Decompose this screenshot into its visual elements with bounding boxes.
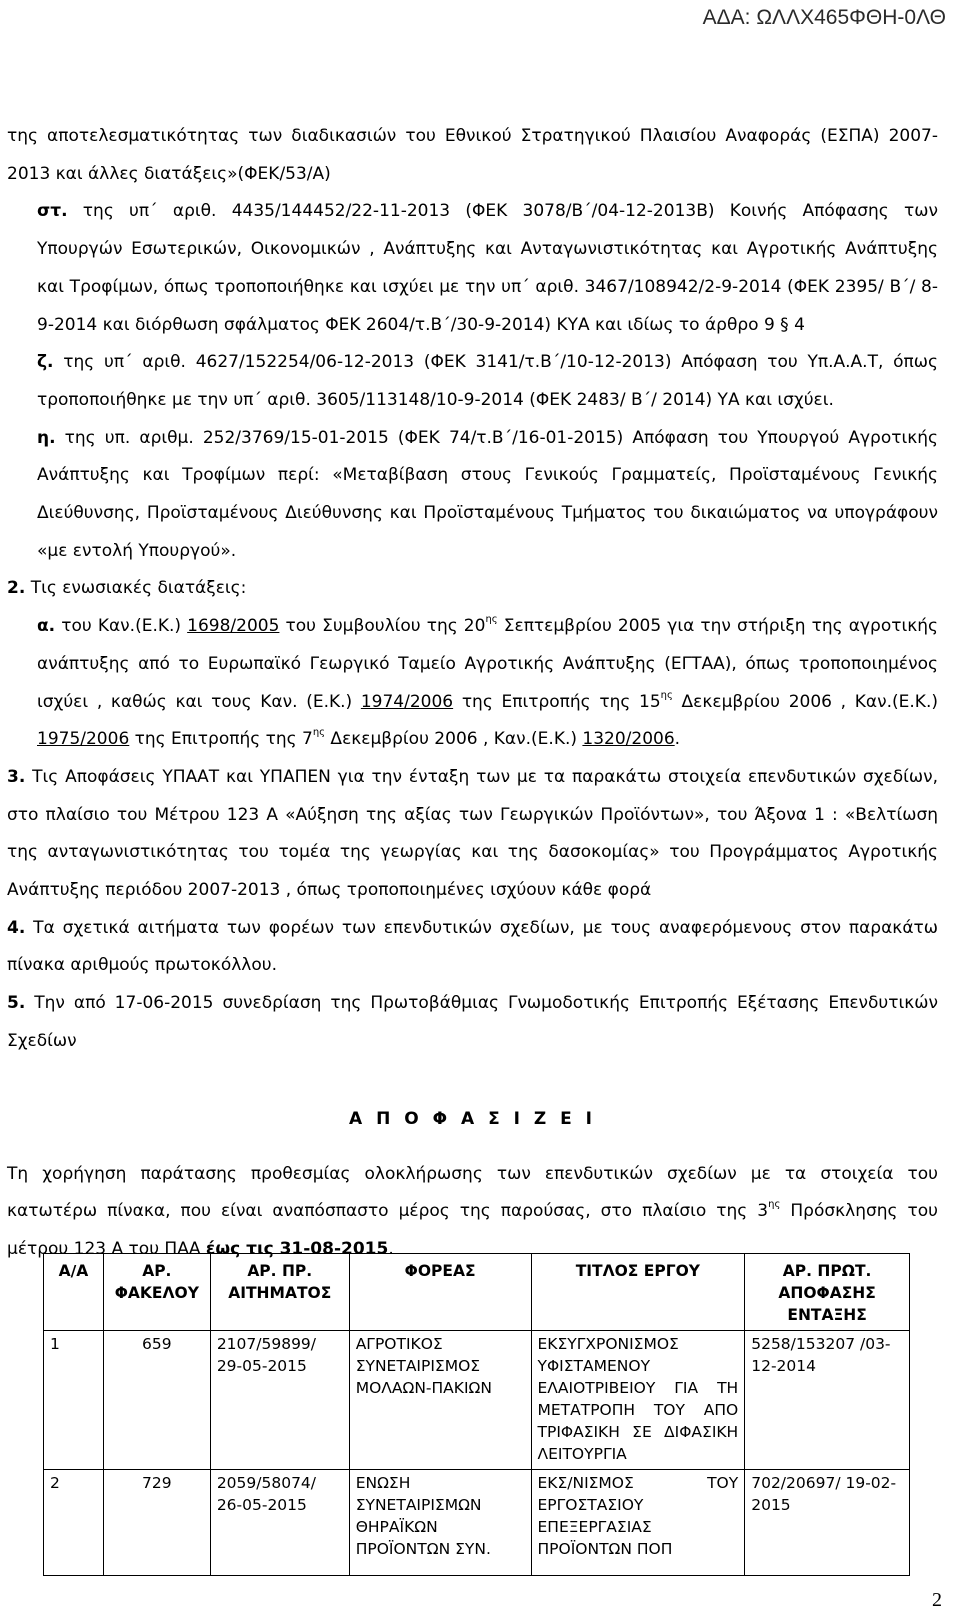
table-cell: 5258/153207 /03-12-2014 xyxy=(745,1331,910,1470)
item-a: α. του Καν.(Ε.Κ.) 1698/2005 του Συμβουλίου της $20^{\eta\varsigma}$ Σεπτεμβρίου 2005 για την στήριξη της αγροτικής ανάπτυξης από το Ευρωπαϊκό Γεωργικό Ταμείο Αγροτικής Ανάπτυξης (ΕΓΤΑΑ), όπως τροποποιημένος ισχύει , καθώς και τους Καν. (Ε.Κ.) 1974/2006 της Επιτροπής της $15^{\eta\varsigma}$ Δεκεμβρίου 2006 , Καν.(Ε.Κ.) 1975/2006 της Επιτροπής της $7^{\eta\varsigma}$ Δεκεμβρίου 2006 , Καν.(Ε.Κ.) 1320/2006. xyxy=(37,614,938,750)
item-label: 3. xyxy=(7,766,26,787)
projects-table xyxy=(43,1253,910,1576)
table-cell: ΑΓΡΟΤΙΚΟΣ ΣΥΝΕΤΑΙΡΙΣΜΟΣ ΜΟΛΑΩΝ-ΠΑΚΙΩΝ xyxy=(349,1331,531,1470)
table-header-row xyxy=(44,1254,910,1331)
paragraph-espa: της αποτελεσματικότητας των διαδικασιών του Εθνικού Στρατηγικού Πλαισίου Αναφοράς (ΕΣΠΑ) 2007-2013 και άλλες διατάξεις»(ΦΕΚ/53/Α) xyxy=(7,126,938,184)
item-3: 3. Τις Αποφάσεις ΥΠΑΑΤ και ΥΠΑΠΕΝ για την ένταξη των με τα παρακάτω στοιχεία επενδυτικών σχεδίων, στο πλαίσιο του Μέτρου 123 Α «Αύξηση της αξίας των Γεωργικών Προϊόντων», του Άξονα 1 : «Βελτίωση της ανταγωνιστικότητας του τομέα της γεωργίας και της δασοκομίας» του Προγράμματος Αγροτικής Ανάπτυξης περιόδου 2007-2013 , όπως τροποποιημένες ισχύουν κάθε φορά xyxy=(7,766,938,901)
page-number: 2 xyxy=(932,1589,942,1611)
item-5: 5. Την από 17-06-2015 συνεδρίαση της Πρωτοβάθμιας Γνωμοδοτικής Επιτροπής Εξέτασης Επενδυτικών Σχεδίων xyxy=(7,993,938,1051)
decision-paragraph: Τη χορήγηση παράτασης προθεσμίας ολοκλήρωσης των επενδυτικών σχεδίων με τα στοιχεία του κατωτέρω πίνακα, που είναι αναπόσπαστο μέρος της παρούσας, στο πλαίσιο της $3^{\eta\varsigma}$ Πρόσκλησης του μέτρου 123 Α του ΠΑΑ έως τις 31-08-2015. xyxy=(7,1163,938,1259)
table-header-cell: ΑΡ. ΠΡ. ΑΙΤΗΜΑΤΟΣ xyxy=(210,1254,349,1331)
item-4: 4. Τα σχετικά αιτήματα των φορέων των επενδυτικών σχεδίων, με τους αναφερόμενους στον παρακάτω πίνακα αριθμούς πρωτοκόλλου. xyxy=(7,917,938,976)
item-z: ζ. της υπ΄ αριθ. 4627/152254/06-12-2013 (ΦΕΚ 3141/τ.Β΄/10-12-2013) Απόφαση του Υπ.Α.Α.Τ, όπως τροποποιήθηκε με την υπ΄ αριθ. 3605/113148/10-9-2014 (ΦΕΚ 2483/ Β΄/ 2014) ΥΑ και ισχύει. xyxy=(37,352,938,410)
regulation-ref: 1320/2006 xyxy=(582,729,675,750)
table-cell: 2 xyxy=(44,1470,104,1576)
table-cell: 1 xyxy=(44,1331,104,1470)
regulation-ref: 1698/2005 xyxy=(187,616,280,637)
item-st: στ. της υπ΄ αριθ. 4435/144452/22-11-2013 (ΦΕΚ 3078/Β΄/04-12-2013Β) Κοινής Απόφασης των Υπουργών Εσωτερικών, Οικονομικών , Ανάπτυξης και Ανταγωνιστικότητας και Αγροτικής Ανάπτυξης και Τροφίμων, όπως τροποποιήθηκε και ισχύει με την υπ΄ αριθ. 3467/108942/2-9-2014 (ΦΕΚ 2395/ Β΄/ 8-9-2014 και διόρθωση σφάλματος ΦΕΚ 2604/τ.Β΄/30-9-2014) ΚΥΑ και ιδίως το άρθρο 9 § 4 xyxy=(37,201,938,335)
table-cell: 659 xyxy=(103,1331,210,1470)
table-row xyxy=(44,1331,910,1470)
table-cell: 729 xyxy=(103,1470,210,1576)
table-header-cell: ΤΙΤΛΟΣ ΕΡΓΟΥ xyxy=(531,1254,745,1331)
item-label: 4. xyxy=(7,917,26,938)
table-header-cell: ΦΟΡΕΑΣ xyxy=(349,1254,531,1331)
table-header-cell: ΑΡ. ΦΑΚΕΛΟΥ xyxy=(103,1254,210,1331)
item-label: ζ. xyxy=(37,352,54,373)
deadline-date: έως τις 31-08-2015 xyxy=(205,1238,389,1259)
regulation-ref: 1974/2006 xyxy=(360,691,454,712)
table-cell: ΕΝΩΣΗ ΣΥΝΕΤΑΙΡΙΣΜΩΝ ΘΗΡΑΪΚΩΝ ΠΡΟΪΟΝΤΩΝ ΣΥΝ. xyxy=(349,1470,531,1576)
table-cell: ΕΚΣΥΓΧΡΟΝΙΣΜΟΣ ΥΦΙΣΤΑΜΕΝΟΥ ΕΛΑΙΟΤΡΙΒΕΙΟΥ ΓΙΑ ΤΗ ΜΕΤΑΤΡΟΠΗ ΤΟΥ ΑΠΟ ΤΡΙΦΑΣΙΚΗ ΣΕ ΔΙΦΑΣΙΚΗ ΛΕΙΤΟΥΡΓΙΑ xyxy=(531,1331,745,1470)
item-label: 5. xyxy=(7,993,26,1014)
document-body xyxy=(7,118,938,1269)
table-header-cell: ΑΡ. ΠΡΩΤ. ΑΠΟΦΑΣΗΣ ΕΝΤΑΞΗΣ xyxy=(745,1254,910,1331)
table-cell: 2107/59899/ 29-05-2015 xyxy=(210,1331,349,1470)
table-cell: 2059/58074/ 26-05-2015 xyxy=(210,1470,349,1576)
item-2: 2. Τις ενωσιακές διατάξεις: xyxy=(7,578,247,599)
decides-heading: Α Π Ο Φ Α Σ Ι Ζ Ε Ι xyxy=(349,1108,596,1129)
item-h: η. της υπ. αριθμ. 252/3769/15-01-2015 (ΦΕΚ 74/τ.Β΄/16-01-2015) Απόφαση του Υπουργού Αγροτικής Ανάπτυξης και Τροφίμων περί: «Μεταβίβαση στους Γενικούς Γραμματείς, Προϊσταμένους Γενικής Διεύθυνσης, Προϊσταμένους Διεύθυνσης και Προϊσταμένους Τμήματος του δικαιώματος να υπογράφουν «με εντολή Υπουργού». xyxy=(37,427,938,561)
item-label: α. xyxy=(37,616,56,637)
table-header-cell: Α/Α xyxy=(44,1254,104,1331)
item-label: η. xyxy=(37,427,56,448)
ada-header: ΑΔΑ: ΩΛΛΧ465ΦΘΗ-0ΛΘ xyxy=(702,6,946,29)
item-label: 2. xyxy=(7,578,26,599)
table-row xyxy=(44,1470,910,1576)
item-label: στ. xyxy=(37,201,68,222)
table-cell: ΕΚΣ/ΝΙΣΜΟΣ ΤΟΥ ΕΡΓΟΣΤΑΣΙΟΥ ΕΠΕΞΕΡΓΑΣΙΑΣ ΠΡΟΪΟΝΤΩΝ ΠΟΠ xyxy=(531,1470,745,1576)
table-cell: 702/20697/ 19-02-2015 xyxy=(745,1470,910,1576)
regulation-ref: 1975/2006 xyxy=(37,729,130,750)
